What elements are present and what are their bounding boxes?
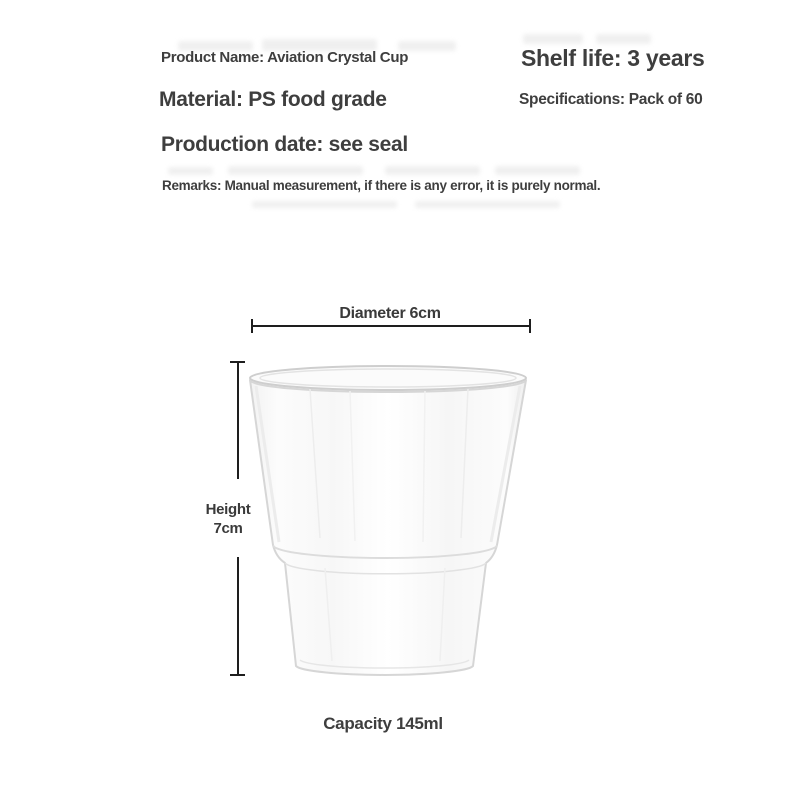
- cup-image: [240, 356, 540, 686]
- ghost-text-remnant: [415, 201, 560, 208]
- height-label-value: 7cm: [213, 519, 243, 537]
- product-name-text: Product Name: Aviation Crystal Cup: [161, 49, 409, 66]
- diameter-tick-left: [251, 319, 253, 333]
- height-tick-top: [230, 361, 245, 363]
- ghost-text-remnant: [168, 167, 213, 175]
- specifications-text: Specifications: Pack of 60: [519, 91, 703, 108]
- height-dimension-line-upper: [237, 363, 239, 479]
- ghost-text-remnant: [495, 166, 580, 175]
- ghost-text-remnant: [228, 166, 363, 175]
- ghost-text-remnant: [252, 201, 397, 208]
- remarks-text: Remarks: Manual measurement, if there is any error, it is purely normal.: [162, 178, 601, 193]
- material-text: Material: PS food grade: [159, 88, 387, 111]
- ghost-text-remnant: [523, 34, 583, 44]
- diameter-dimension-line: [252, 325, 531, 327]
- diameter-tick-right: [529, 319, 531, 333]
- height-label-word: Height: [205, 501, 251, 518]
- height-label: [198, 501, 258, 539]
- capacity-label: Capacity 145ml: [323, 714, 443, 733]
- shelf-life-text: Shelf life: 3 years: [521, 45, 705, 71]
- ghost-text-remnant: [385, 166, 480, 175]
- ghost-text-remnant: [596, 34, 651, 44]
- diameter-label: Diameter 6cm: [331, 305, 448, 323]
- production-date-text: Production date: see seal: [161, 133, 408, 156]
- height-dimension-line-lower: [237, 557, 239, 676]
- height-tick-bottom: [230, 674, 245, 676]
